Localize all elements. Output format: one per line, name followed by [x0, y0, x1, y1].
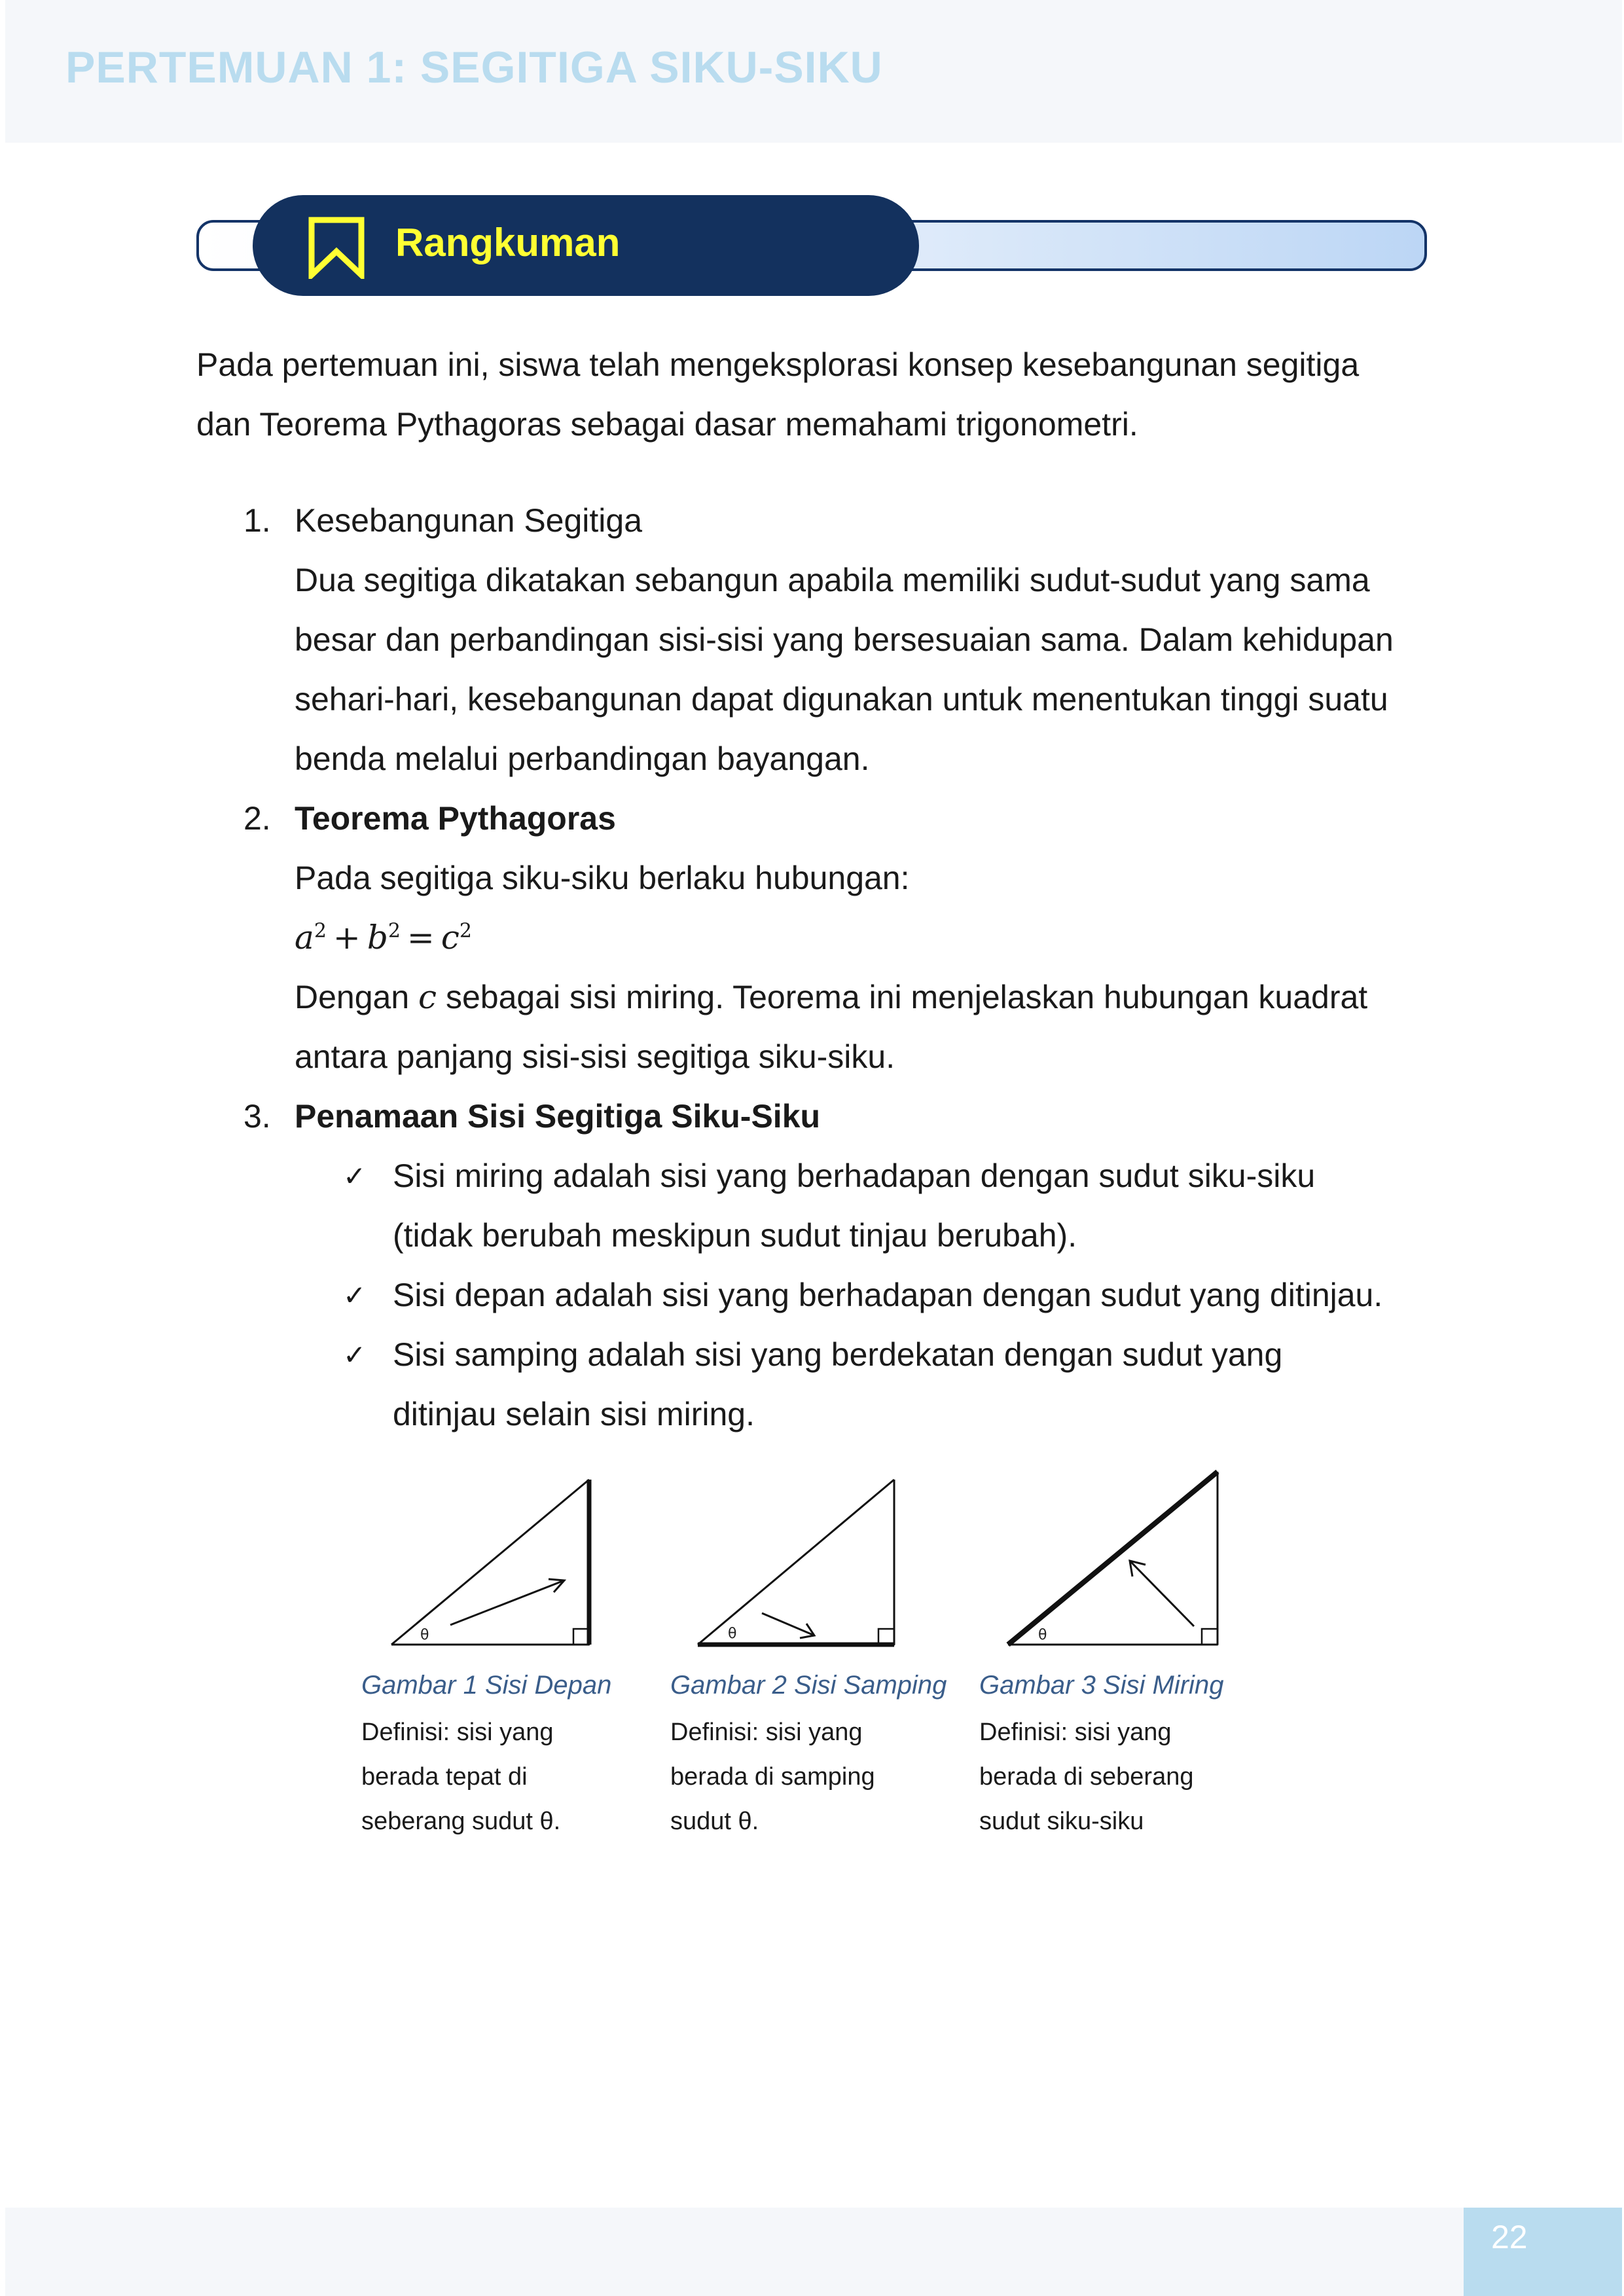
figure-2-definition-line-2: berada di samping — [670, 1763, 875, 1791]
theta-label: θ — [1038, 1627, 1047, 1643]
intro-line-1: Pada pertemuan ini, siswa telah mengeksplorasi konsep kesebangunan segitiga — [196, 346, 1360, 383]
page-number-box — [1464, 2208, 1622, 2296]
triangle-figure-sisi-samping — [689, 1460, 911, 1656]
bullet-1-line-1: Sisi miring adalah sisi yang berhadapan dengan sudut siku-siku — [393, 1157, 1316, 1194]
item-3-number: 3. — [244, 1098, 271, 1135]
figure-1-definition-line-3: seberang sudut θ. — [361, 1808, 561, 1835]
theta-label: θ — [420, 1627, 429, 1643]
footer-band — [5, 2208, 1622, 2296]
item-1-line-3: sehari-hari, kesebangunan dapat digunakan untuk menentukan tinggi suatu — [295, 681, 1388, 718]
bullet-1-line-2: (tidak berubah meskipun sudut tinjau berubah). — [393, 1217, 1077, 1254]
item-1-line-4: benda melalui perbandingan bayangan. — [295, 740, 870, 777]
item-3-title: Penamaan Sisi Segitiga Siku-Siku — [295, 1098, 821, 1135]
figure-1-caption: Gambar 1 Sisi Depan — [361, 1671, 612, 1700]
intro-line-2: dan Teorema Pythagoras sebagai dasar memahami trigonometri. — [196, 406, 1138, 443]
figure-3-caption: Gambar 3 Sisi Miring — [979, 1671, 1224, 1700]
check-icon: ✓ — [343, 1161, 367, 1192]
check-icon: ✓ — [343, 1339, 367, 1370]
item-2-number: 2. — [244, 800, 271, 837]
banner-label: Rangkuman — [395, 221, 621, 264]
item-2-line-1: Pada segitiga siku-siku berlaku hubungan: — [295, 860, 910, 896]
item-1-line-1: Dua segitiga dikatakan sebangun apabila memiliki sudut-sudut yang sama — [295, 562, 1370, 598]
item-1-title: Kesebangunan Segitiga — [295, 502, 643, 539]
figure-1-definition-line-1: Definisi: sisi yang — [361, 1719, 554, 1746]
item-1-line-2: besar dan perbandingan sisi-sisi yang bersesuaian sama. Dalam kehidupan — [295, 621, 1394, 658]
item-2-title: Teorema Pythagoras — [295, 800, 616, 837]
bullet-3-line-1: Sisi samping adalah sisi yang berdekatan dengan sudut yang — [393, 1336, 1283, 1373]
figure-2-definition-line-1: Definisi: sisi yang — [670, 1719, 863, 1746]
pythagoras-formula: $a^2 + b^2 = c^2$ — [295, 919, 472, 957]
item-1-number: 1. — [244, 502, 271, 539]
triangle-figure-sisi-miring — [1001, 1460, 1224, 1656]
bullet-3-line-2: ditinjau selain sisi miring. — [393, 1396, 755, 1432]
figure-1-definition-line-2: berada tepat di — [361, 1763, 528, 1791]
theta-label: θ — [728, 1626, 737, 1642]
figure-2-definition-line-3: sudut θ. — [670, 1808, 759, 1835]
item-2-line-2: Dengan c sebagai sisi miring. Teorema ini menjelaskan hubungan kuadrat — [295, 978, 1368, 1016]
figure-2-caption: Gambar 2 Sisi Samping — [670, 1671, 947, 1700]
triangle-figure-sisi-depan — [380, 1460, 602, 1656]
figure-3-definition-line-3: sudut siku-siku — [979, 1808, 1144, 1835]
page-header-title: PERTEMUAN 1: SEGITIGA SIKU-SIKU — [65, 43, 883, 92]
item-2-line-3: antara panjang sisi-sisi segitiga siku-siku. — [295, 1038, 895, 1075]
bookmark-icon — [308, 216, 365, 279]
bullet-2-line-1: Sisi depan adalah sisi yang berhadapan dengan sudut yang ditinjau. — [393, 1277, 1383, 1313]
figure-3-definition-line-1: Definisi: sisi yang — [979, 1719, 1172, 1746]
figure-3-definition-line-2: berada di seberang — [979, 1763, 1194, 1791]
page-number: 22 — [1491, 2219, 1528, 2255]
check-icon: ✓ — [343, 1280, 367, 1311]
